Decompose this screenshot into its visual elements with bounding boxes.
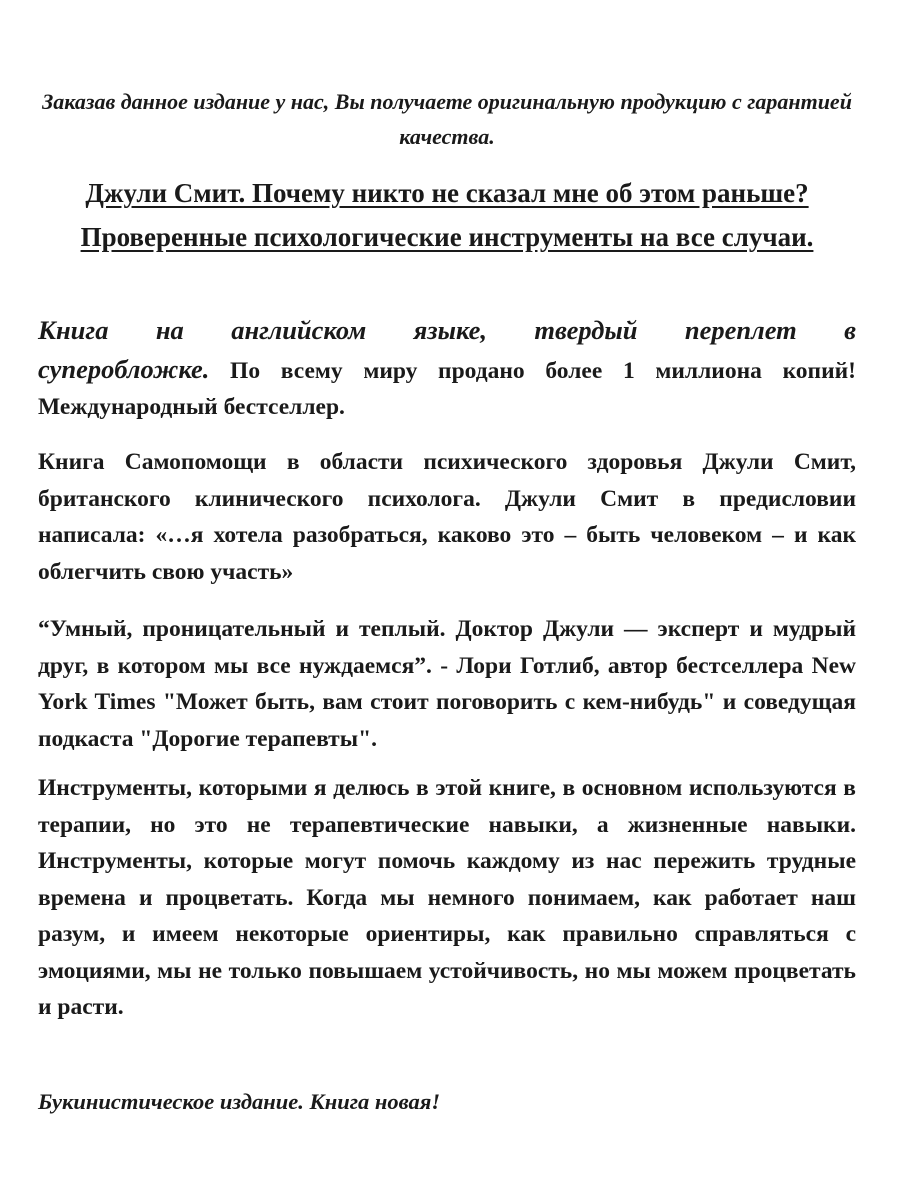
product-description-page	[38, 0, 856, 1200]
tools-paragraph: Инструменты, которыми я делюсь в этой книге, в основном используются в терапии, но это не терапевтические навыки, а жизненные навыки. Инструменты, которые могут помочь каждому из нас пережить трудные времена и процветать. Когда мы немного понимаем, как работает наш разум, и имеем некоторые ориентиры, как правильно справляться с эмоциями, мы не только повышаем устойчивость, но мы можем процветать и расти.	[38, 775, 856, 1020]
sales-info-text: По всему миру продано более 1 миллиона копий! Международный бестселлер.	[38, 357, 856, 420]
quality-guarantee-notice: Заказав данное издание у нас, Вы получаете оригинальную продукцию с гарантией качества.	[42, 89, 852, 149]
review-quote-paragraph: “Умный, проницательный и теплый. Доктор Джули — эксперт и мудрый друг, в котором мы все нуждаемся”. - Лори Готлиб, автор бестселлера New York Times "Может быть, вам стоит поговорить с кем-нибудь" и соведущая подкаста "Дорогие терапевты".	[38, 616, 856, 752]
edition-notice: Букинистическое издание. Книга новая!	[38, 1089, 441, 1114]
format-lead-text: Книга на английском языке, твердый переплет в суперобложке.	[38, 315, 856, 384]
about-paragraph: Книга Самопомощи в области психического здоровья Джули Смит, британского клинического психолога. Джули Смит в предисловии написала: «…я хотела разобраться, каково это – быть человеком – и как облегчить свою участь»	[38, 449, 856, 585]
format-paragraph	[38, 312, 856, 426]
book-title: Джули Смит. Почему никто не сказал мне об этом раньше? Проверенные психологические инструменты на все случаи.	[80, 178, 814, 252]
